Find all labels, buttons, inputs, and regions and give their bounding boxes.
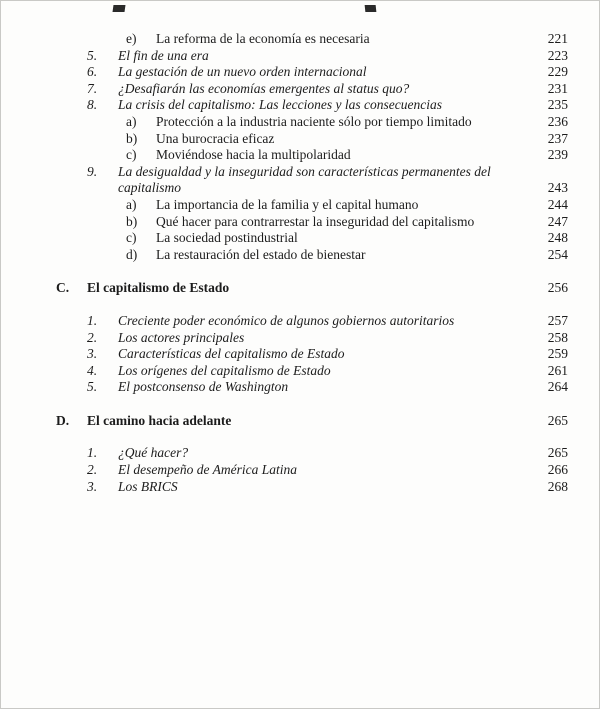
entry-marker: 9. [87, 163, 98, 179]
toc-entry [56, 131, 568, 148]
entry-marker: e) [126, 31, 137, 46]
entry-marker: b) [126, 213, 138, 229]
entry-marker: 5. [87, 47, 98, 63]
toc-entry [56, 379, 568, 396]
toc-entry [56, 363, 568, 380]
entry-marker: 4. [87, 362, 98, 378]
entry-page-number: 258 [547, 329, 568, 345]
entry-text: El postconsenso de Washington [118, 379, 289, 395]
entry-text: La sociedad postindustrial [156, 230, 298, 246]
entry-text: La gestación de un nuevo orden internacional [118, 64, 367, 80]
entry-marker: 8. [87, 97, 98, 113]
entry-page-number: 248 [547, 230, 568, 246]
toc-entry [56, 164, 568, 197]
entry-page-number: 229 [547, 64, 568, 80]
toc-entry [56, 48, 568, 65]
toc-entry [56, 280, 568, 297]
entry-marker: 1. [87, 445, 98, 461]
toc-entry [56, 330, 568, 347]
entry-page-number: 254 [547, 246, 568, 262]
entry-marker: D. [56, 412, 70, 428]
toc-entry [56, 445, 568, 462]
toc-entry [56, 214, 568, 231]
entry-text: La reforma de la economía es necesaria [156, 31, 370, 46]
entry-text: ¿Qué hacer? [118, 445, 189, 461]
entry-marker: 2. [87, 329, 98, 345]
toc-entry [56, 97, 568, 114]
entry-page-number: 265 [547, 412, 568, 428]
entry-text: El fin de una era [118, 47, 209, 63]
toc-entry [56, 346, 568, 363]
entry-text: ¿Desafiarán las economías emergentes al status quo? [118, 80, 410, 96]
entry-text: Una burocracia eficaz [156, 130, 275, 146]
entry-page-number: 235 [547, 97, 568, 113]
entry-text: Protección a la industria naciente sólo por tiempo limitado [156, 113, 472, 129]
toc-entry [56, 147, 568, 164]
entry-page-number: 256 [547, 280, 568, 296]
toc-entry [56, 197, 568, 214]
entry-page-number: 243 [547, 180, 568, 196]
toc-entry [56, 462, 568, 479]
entry-text: Creciente poder económico de algunos gobiernos autoritarios [118, 312, 455, 328]
entry-marker: 1. [87, 312, 98, 328]
entry-page-number: 244 [547, 196, 568, 212]
entry-page-number: 231 [547, 80, 568, 96]
entry-text: Características del capitalismo de Estado [118, 346, 345, 362]
entry-marker: d) [126, 246, 138, 262]
entry-marker: c) [126, 147, 137, 163]
toc-entry [56, 64, 568, 81]
entry-page-number: 247 [547, 213, 568, 229]
entry-page-number: 239 [547, 147, 568, 163]
entry-page-number: 223 [547, 47, 568, 63]
toc-entry [56, 313, 568, 330]
entry-text: Qué hacer para contrarrestar la inseguridad del capitalismo [156, 213, 475, 229]
toc-entry [56, 479, 568, 496]
entry-page-number: 268 [547, 478, 568, 494]
entry-text: El camino hacia adelante [87, 412, 232, 428]
entry-text: Los actores principales [118, 329, 245, 345]
entry-text: Los orígenes del capitalismo de Estado [118, 362, 331, 378]
entry-marker: b) [126, 130, 138, 146]
entry-page-number: 257 [547, 312, 568, 328]
entry-page-number: 266 [547, 462, 568, 478]
entry-page-number: 237 [547, 130, 568, 146]
entry-marker: a) [126, 113, 137, 129]
scan-artifact [113, 5, 126, 12]
entry-marker: 6. [87, 64, 98, 80]
toc-entry [56, 31, 568, 48]
entry-page-number: 236 [547, 113, 568, 129]
entry-marker: 7. [87, 80, 98, 96]
entry-text: La restauración del estado de bienestar [156, 246, 366, 262]
entry-text: El desempeño de América Latina [118, 462, 297, 478]
entry-marker: 3. [87, 346, 98, 362]
toc-entry [56, 114, 568, 131]
entry-text: Los BRICS [118, 478, 178, 494]
toc-entry [56, 81, 568, 98]
entry-text: El capitalismo de Estado [87, 280, 230, 296]
entry-marker: 5. [87, 379, 98, 395]
entry-marker: a) [126, 196, 137, 212]
entry-text: Moviéndose hacia la multipolaridad [156, 147, 351, 163]
entry-marker: 3. [87, 478, 98, 494]
entry-text: La crisis del capitalismo: Las lecciones y las consecuencias [118, 97, 442, 113]
toc-entry [56, 230, 568, 247]
toc-entry [56, 247, 568, 264]
entry-page-number: 265 [547, 445, 568, 461]
entry-text: La importancia de la familia y el capital humano [156, 196, 419, 212]
entry-page-number: 261 [547, 362, 568, 378]
scan-artifact [365, 5, 377, 12]
entry-page-number: 259 [547, 346, 568, 362]
entry-page-number: 264 [547, 379, 568, 395]
entry-marker: C. [56, 280, 70, 296]
entry-text: La desigualdad y la inseguridad son características permanentes del capitalismo [118, 163, 491, 196]
entry-marker: c) [126, 230, 137, 246]
entry-marker: 2. [87, 462, 98, 478]
entry-page-number: 221 [547, 31, 568, 46]
toc-entry [56, 413, 568, 430]
toc-list [56, 31, 568, 495]
